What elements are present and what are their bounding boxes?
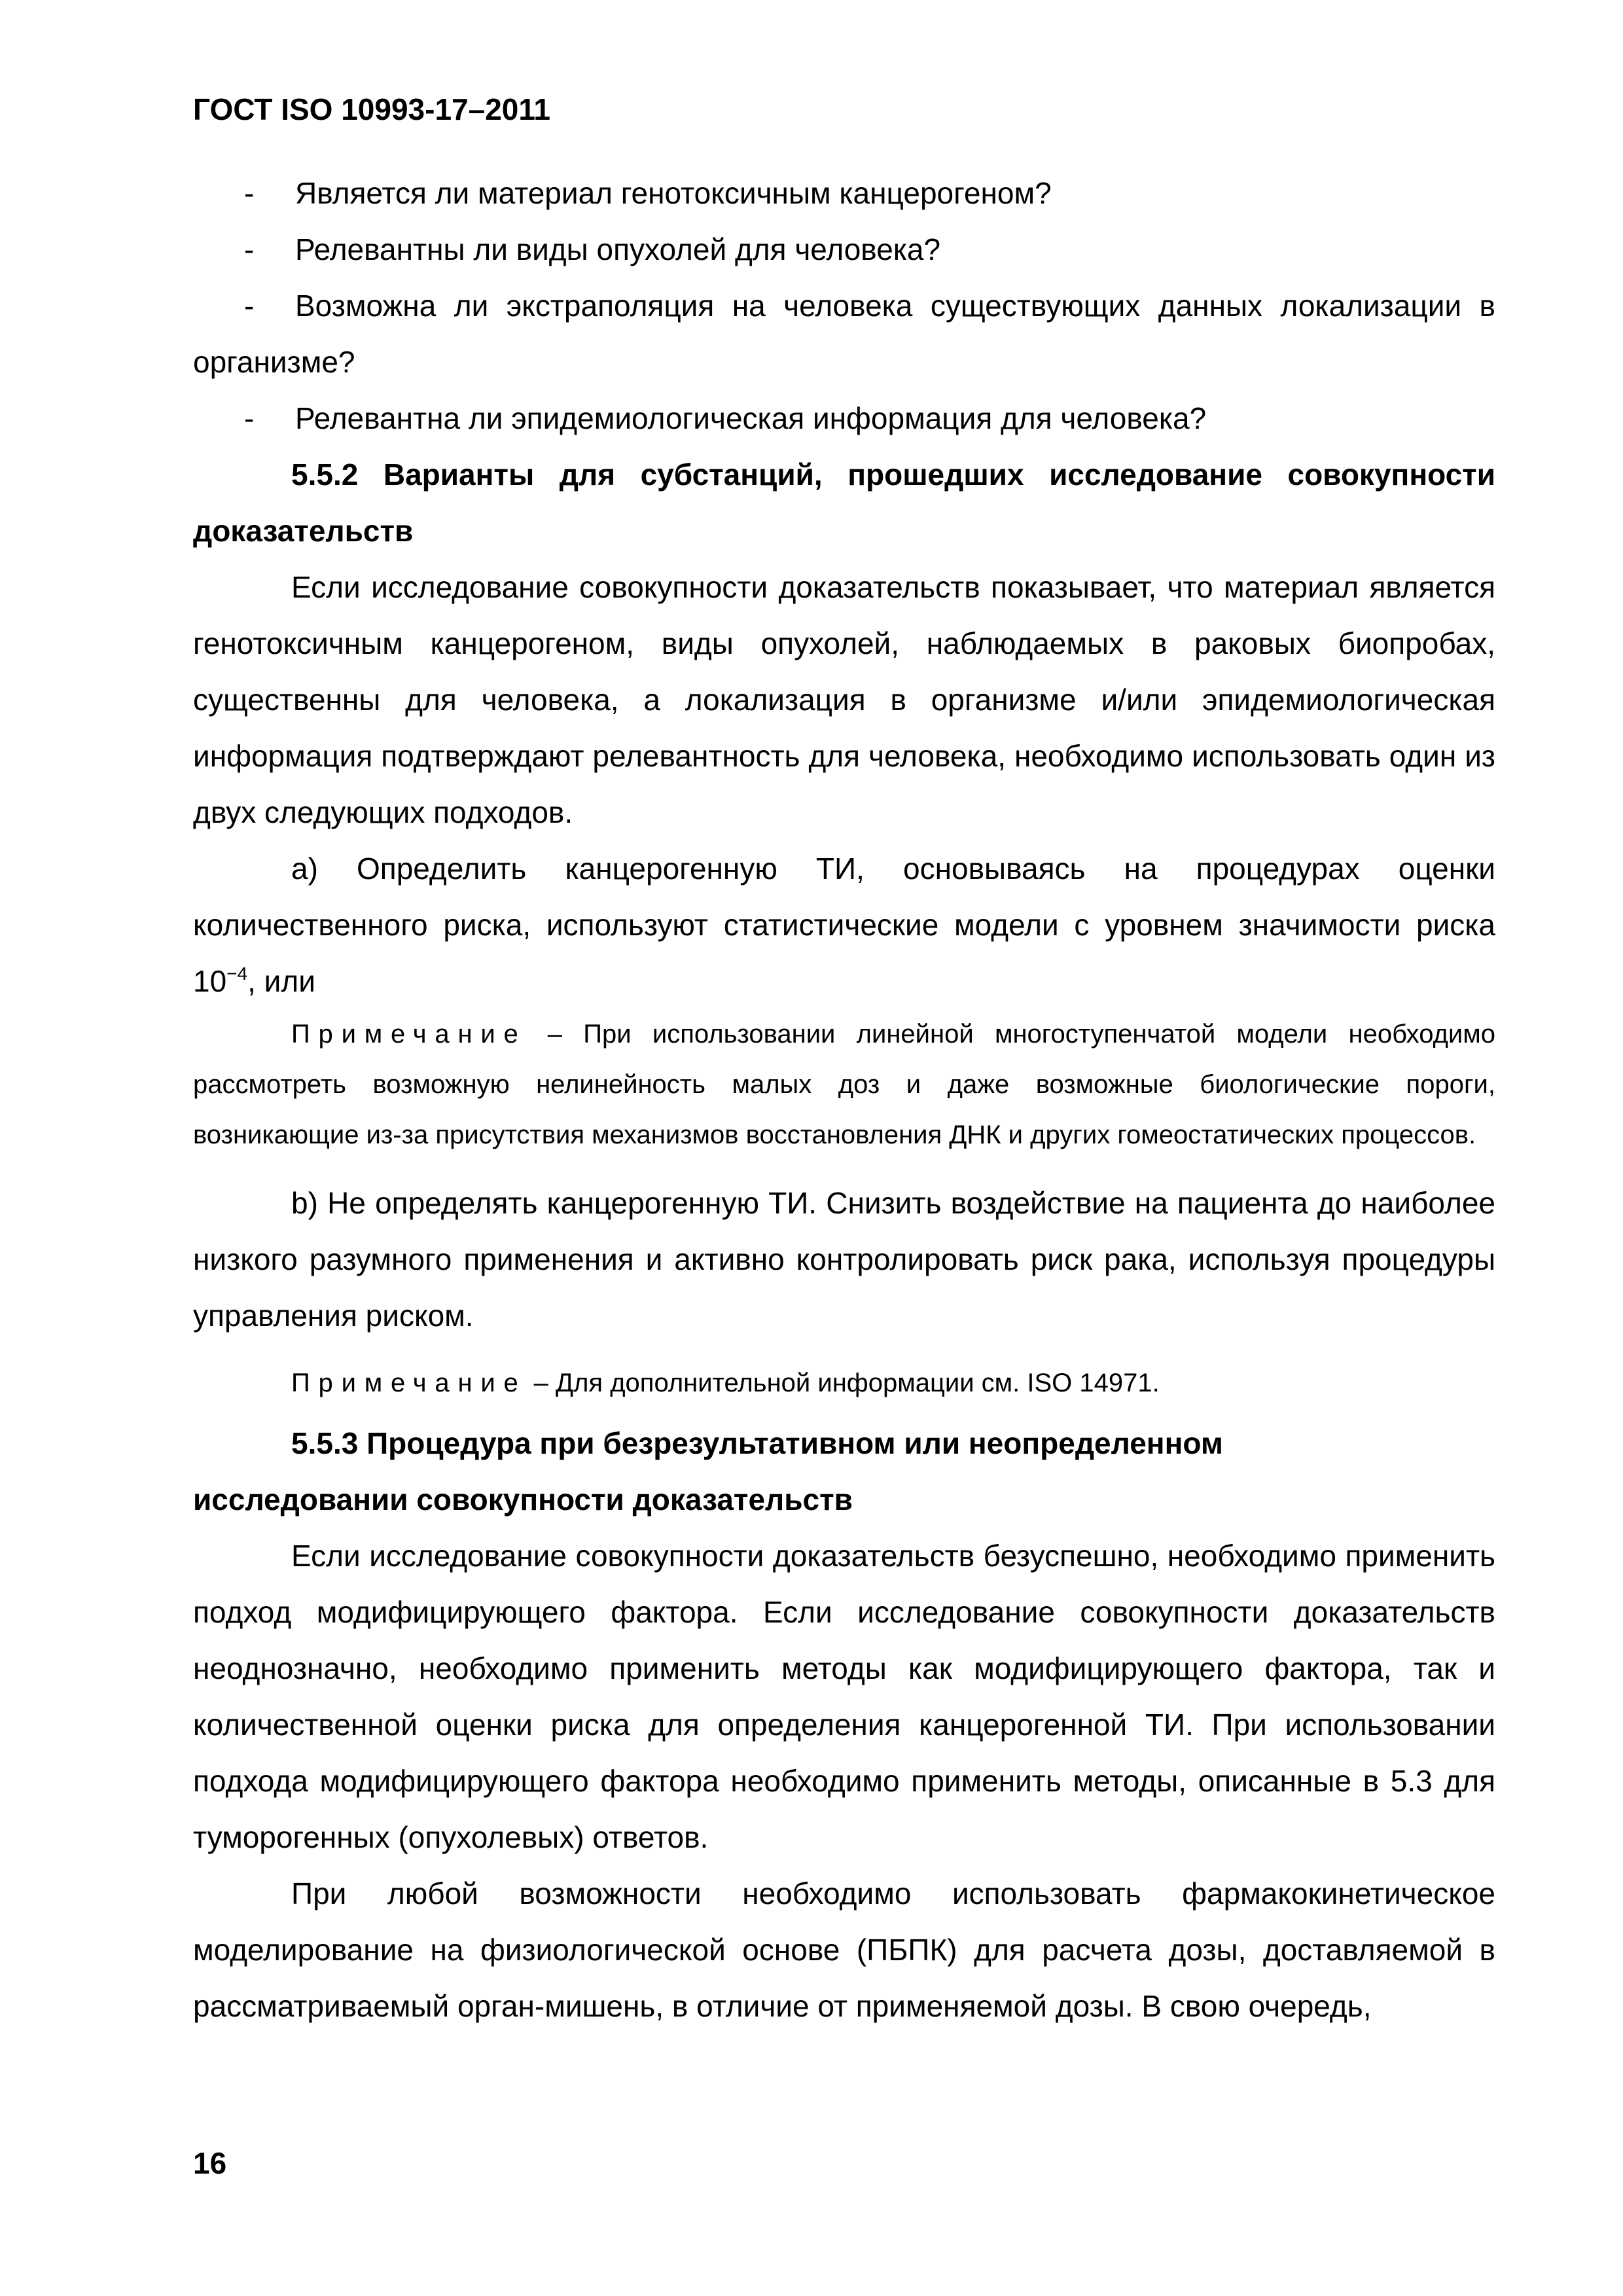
item-a-exponent: −4 [226,963,248,984]
bullet-dash: - [244,401,255,435]
bullet-dash: - [244,176,255,210]
note-1-label: Примечание [291,1020,527,1049]
section-heading-5-5-3-cont [193,1471,1495,1528]
note-1-text: – При использовании линейной многоступенчатой модели необходимо рассмотреть возможную нелинейность малых доз и даже возможные биологические пороги, возникающие из-за присутствия механизмов восстановления ДНК и других гомеостатических процессов. [193,1020,1495,1149]
note-2-text: – Для дополнительной информации см. ISO 14971. [526,1369,1160,1397]
bullet-item [193,390,1495,446]
section-heading-5-5-3-line1: 5.5.3 Процедура при безрезультативном или неопределенном [291,1426,1223,1460]
item-b: b) Не определять канцерогенную ТИ. Снизить воздействие на пациента до наиболее низкого разумного применения и активно контролировать риск рака, используя процедуры управления риском. [193,1186,1495,1333]
page-number: 16 [193,2146,227,2180]
section-5-5-3-paragraph-2: При любой возможности необходимо использовать фармакокинетическое моделирование на физиологической основе (ПБПК) для расчета дозы, доставляемой в рассматриваемый орган-мишень, в отличие от применяемой дозы. В свою очередь, [193,1876,1495,2023]
bullet-text: Является ли материал генотоксичным канцерогеном? [295,176,1052,210]
item-a [193,840,1495,1009]
note-2-label: Примечание [291,1369,527,1397]
bullet-text: Релевантна ли эпидемиологическая информация для человека? [295,401,1207,435]
section-5-5-3-paragraph-1: Если исследование совокупности доказательств безуспешно, необходимо применить подход модифицирующего фактора. Если исследование совокупности доказательств неоднозначно, необходимо применить методы как модифицирующего фактора, так и количественной оценки риска для определения канцерогенной ТИ. При использовании подхода модифицирующего фактора необходимо применить методы, описанные в 5.3 для туморогенных (опухолевых) ответов. [193,1539,1495,1854]
bullet-text: Релевантны ли виды опухолей для человека? [295,232,941,266]
document-header: ГОСТ ISO 10993-17–2011 [193,92,551,126]
section-5-5-2-paragraph: Если исследование совокупности доказательств показывает, что материал является генотоксичным канцерогеном, виды опухолей, наблюдаемых в раковых биопробах, существенны для человека, а локализация в организме и/или эпидемиологическая информация подтверждают релевантность для человека, необходимо использовать один из двух следующих подходов. [193,570,1495,829]
section-heading-5-5-3 [193,1415,1495,1471]
item-a-text: а) Определить канцерогенную ТИ, основываясь на процедурах оценки количественного риска, используют статистические модели с уровнем значимости риска 10 [193,852,1495,998]
item-a-tail: , или [247,964,315,998]
bullet-dash: - [244,289,255,323]
bullet-dash: - [244,232,255,266]
note-2 [193,1358,1495,1408]
section-heading-5-5-2: 5.5.2 Варианты для субстанций, прошедших исследование совокупности доказательств [193,457,1495,548]
note-1 [193,1009,1495,1160]
bullet-item [193,278,1495,390]
bullet-item [193,165,1495,221]
section-heading-5-5-3-line2: исследовании совокупности доказательств [193,1482,853,1516]
bullet-item [193,221,1495,278]
bullet-text: Возможна ли экстраполяция на человека существующих данных локализации в организме? [193,289,1495,379]
page-content [193,165,1495,2034]
